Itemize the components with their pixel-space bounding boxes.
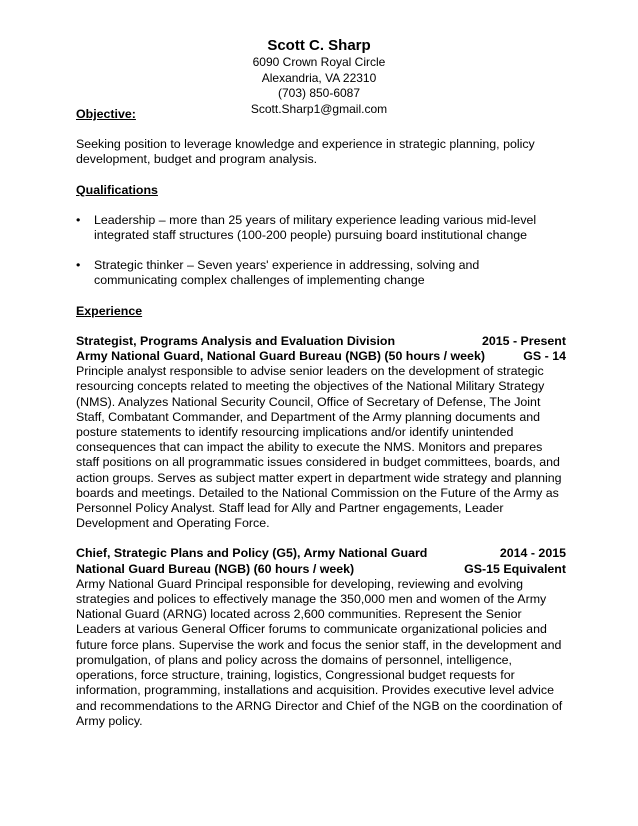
qualification-text: Leadership – more than 25 years of military experience leading various mid-level integrated staff structures (100-200 people) pursuing board institutional change xyxy=(94,212,537,243)
qualification-text: Strategic thinker – Seven years' experience in addressing, solving and communicating complex challenges of implementing change xyxy=(94,258,480,288)
job-grade: GS-15 Equivalent xyxy=(464,561,566,576)
qualifications-list xyxy=(76,213,566,289)
job-title-row xyxy=(76,546,566,561)
job-entry xyxy=(76,334,566,532)
resume-body xyxy=(76,107,566,729)
job-organization: National Guard Bureau (NGB) (60 hours / week) xyxy=(76,561,355,576)
candidate-name: Scott C. Sharp xyxy=(267,37,371,54)
qualifications-heading: Qualifications xyxy=(76,182,158,197)
experience-heading: Experience xyxy=(76,303,143,318)
job-organization: Army National Guard, National Guard Bureau (NGB) (50 hours / week) xyxy=(76,349,485,364)
objective-heading: Objective: xyxy=(76,107,136,121)
job-org-row xyxy=(76,349,566,364)
job-title: Strategist, Programs Analysis and Evaluation Division xyxy=(76,333,396,348)
email-address: Scott.Sharp1@gmail.com xyxy=(250,101,388,116)
address-line-2: Alexandria, VA 22310 xyxy=(261,70,377,85)
address-line-1: 6090 Crown Royal Circle xyxy=(252,55,386,69)
objective-text: Seeking position to leverage knowledge and experience in strategic planning, policy development, budget and program analysis. xyxy=(76,137,535,167)
resume-header xyxy=(0,36,638,117)
job-title-row xyxy=(76,334,566,349)
job-dates: 2014 - 2015 xyxy=(499,546,566,561)
list-item xyxy=(76,213,566,243)
job-title: Chief, Strategic Plans and Policy (G5), Army National Guard xyxy=(76,546,428,561)
job-grade: GS - 14 xyxy=(523,349,566,364)
job-entry xyxy=(76,546,566,728)
bullet-icon: • xyxy=(76,258,81,273)
phone-number: (703) 850-6087 xyxy=(277,86,361,100)
bullet-icon: • xyxy=(76,212,81,227)
job-description: Principle analyst responsible to advise senior leaders on the development of strategic resourcing concepts related to meeting the objectives of the National Military Strategy (NMS). Analyzes National Security Council, Office of Secretary of Defense, The Joint Staff, Combatant Commander, and Department of the Army planning documents and posture statements to identify resourcing implications and/or identify unintended consequences that can impact the ability to execute the NMS. Monitors and prepares staff positions on all programmatic issues considered in budget committees, boards, and action groups. Serves as subject matter expert in department wide strategy and planning boards and meetings. Detailed to the National Commission on the Future of the Army as Personnel Policy Analyst. Staff lead for Ally and Partner engagements, Leader Development and Operating Force. xyxy=(76,364,562,531)
job-description: Army National Guard Principal responsible for developing, reviewing and evolving strategies and polices to effectively manage the 350,000 men and women of the Army National Guard (ARNG) located across 2,600 communities. Represent the Senior Leaders at various General Officer forums to communicate organizational policies and future force plans. Supervise the work and focus the senior staff, in the development and promulgation, of plans and policy across the domains of personnel, intelligence, operations, force structure, training, logistics, Congressional budget requests for information, programming, installations and acquisition. Provides executive level advice and recommendations to the ARNG Director and Chief of the NGB on the coordination of Army policy. xyxy=(76,576,563,728)
job-org-row xyxy=(76,562,566,577)
list-item xyxy=(76,258,566,288)
job-dates: 2015 - Present xyxy=(481,333,566,348)
